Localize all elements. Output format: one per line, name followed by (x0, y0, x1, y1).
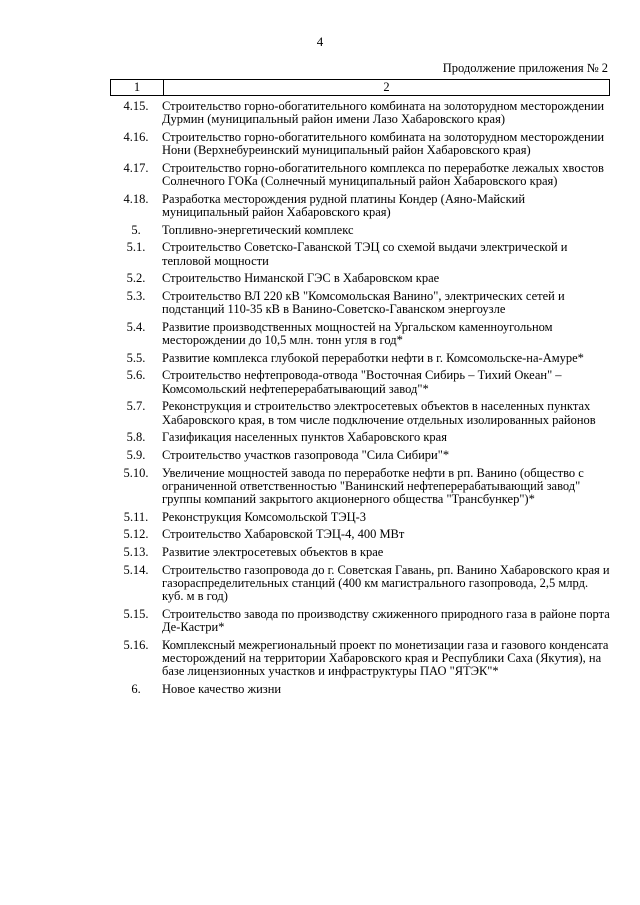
row-number: 4.18. (123, 191, 149, 206)
row-text: Комплексный межрегиональный проект по монетизации газа и газового конденсата месторождений на территории Хабаровского края и Республики Саха (Якутия), на базе лицензионных участков и инфраструктуры ПАО "ЯТЭК"* (162, 637, 609, 679)
row-text: Топливно-энергетический комплекс (162, 222, 354, 237)
row-number: 5.11. (123, 509, 149, 524)
row-number: 5.13. (123, 545, 149, 560)
row-number: 5.6. (126, 368, 146, 383)
row-text: Строительство Советско-Гаванской ТЭЦ со схемой выдачи электрической и тепловой мощности (162, 240, 568, 268)
table-row (110, 162, 610, 188)
table-header (110, 79, 610, 96)
row-number: 5.15. (123, 607, 149, 621)
row-number: 5.14. (123, 562, 149, 577)
row-text: Реконструкция Комсомольской ТЭЦ-3 (162, 509, 367, 524)
table-row (110, 564, 610, 604)
row-number: 5.9. (126, 447, 146, 462)
row-number: 5.12. (123, 527, 149, 542)
row-text: Строительство Ниманской ГЭС в Хабаровском крае (162, 271, 440, 286)
row-number: 5.1. (126, 240, 146, 255)
table-row (110, 241, 610, 267)
row-text: Новое качество жизни (162, 682, 282, 697)
row-text: Газификация населенных пунктов Хабаровского края (162, 430, 447, 445)
row-text: Строительство горно-обогатительного комбината на золоторудном месторождении Дурмин (муниципальный район имени Лазо Хабаровского края) (162, 99, 605, 127)
row-number: 5.10. (123, 465, 149, 480)
row-number: 4.15. (123, 99, 149, 113)
table-row (110, 449, 610, 462)
table-row (110, 683, 610, 696)
row-number: 5.7. (126, 399, 146, 414)
table-row (110, 100, 610, 126)
row-number: 5.8. (126, 430, 146, 445)
header-col-1: 1 (111, 80, 164, 95)
row-number: 5.4. (126, 319, 146, 334)
document-table (110, 79, 610, 701)
table-row (110, 511, 610, 524)
row-number: 4.17. (123, 160, 149, 175)
page-number: 4 (316, 34, 324, 49)
row-number: 5.16. (123, 637, 149, 652)
table-row (110, 467, 610, 507)
table-row (110, 639, 610, 679)
header-col-2: 2 (383, 80, 390, 94)
table-row (110, 608, 610, 634)
row-number: 5.3. (126, 288, 146, 303)
table-body (110, 100, 610, 696)
row-text: Строительство горно-обогатительного комплекса по переработке лежалых хвостов Солнечного ГОКа (Солнечный муниципальный район Хабаровского края) (162, 160, 604, 189)
row-text: Строительство газопровода до г. Советская Гавань, рп. Ванино Хабаровского края и газораспределительных станций (400 км магистрального газопровода, 2,5 млрд. куб. м в год) (162, 562, 610, 604)
table-row (110, 369, 610, 395)
table-row (110, 290, 610, 316)
table-row (110, 131, 610, 157)
table-row (110, 272, 610, 285)
table-row (110, 546, 610, 559)
row-number: 4.16. (123, 129, 149, 144)
table-row (110, 224, 610, 237)
table-row (110, 528, 610, 541)
row-text: Строительство ВЛ 220 кВ "Комсомольская Ванино", электрических сетей и подстанций 110-35 кВ в Ванино-Советско-Гаванском энергоузле (162, 288, 565, 317)
row-text: Строительство участков газопровода "Сила Сибири"* (162, 447, 450, 462)
table-row (110, 352, 610, 365)
row-text: Строительство нефтепровода-отвода "Восточная Сибирь – Тихий Океан" – Комсомольский нефтеперерабатывающий завод"* (162, 368, 562, 396)
row-text: Строительство Хабаровской ТЭЦ-4, 400 МВт (162, 527, 405, 542)
row-text: Реконструкция и строительство электросетевых объектов в населенных пунктах Хабаровского края, в том числе подключение отдельных изолированных районов (162, 399, 596, 427)
table-row (110, 431, 610, 444)
row-text: Развитие комплекса глубокой переработки нефти в г. Комсомольске-на-Амуре* (162, 350, 584, 365)
row-text: Увеличение мощностей завода по переработке нефти в рп. Ванино (общество с ограниченной ответственностью "Ванинский нефтеперерабатывающий завод" группы компаний закрытого акционерного общества "Трансбункер")* (162, 465, 584, 507)
row-number: 5. (131, 222, 141, 237)
row-number: 5.5. (126, 350, 146, 365)
row-number: 6. (131, 682, 141, 697)
continuation-label: Продолжение приложения № 2 (442, 61, 608, 75)
row-text: Строительство горно-обогатительного комбината на золоторудном месторождении Нони (Верхнебуреинский муниципальный район Хабаровского края) (162, 129, 605, 158)
table-row (110, 400, 610, 426)
row-number: 5.2. (126, 271, 146, 286)
row-text: Развитие электросетевых объектов в крае (162, 545, 384, 560)
row-text: Развитие производственных мощностей на Ургальском каменноугольном месторождении до 10,5 млн. тонн угля в год* (162, 319, 553, 348)
row-text: Разработка месторождения рудной платины Кондер (Аяно-Майский муниципальный район Хабаровского края) (162, 191, 526, 219)
row-text: Строительство завода по производству сжиженного природного газа в районе порта Де-Кастри* (162, 607, 610, 635)
table-row (110, 193, 610, 219)
table-row (110, 321, 610, 347)
